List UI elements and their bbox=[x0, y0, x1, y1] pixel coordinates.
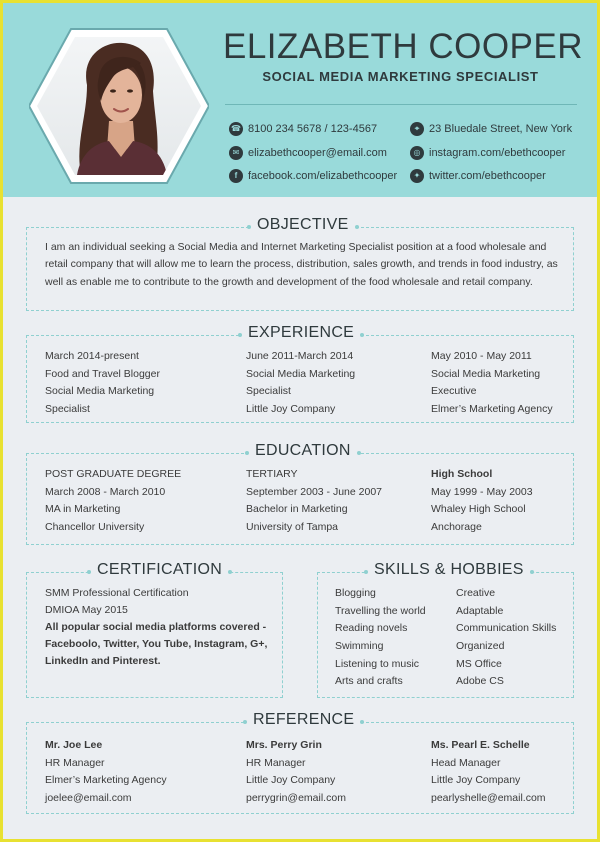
reference-1-role: HR Manager bbox=[45, 756, 105, 769]
hobby-item: Swimming bbox=[335, 640, 384, 653]
certification-list bbox=[45, 585, 277, 670]
experience-2-line-3: Specialist bbox=[246, 385, 291, 398]
experience-heading: EXPERIENCE bbox=[240, 324, 362, 342]
education-1-level: POST GRADUATE DEGREE bbox=[45, 468, 182, 480]
contact-phone bbox=[229, 122, 377, 136]
experience-3-line-2: Social Media Marketing bbox=[431, 367, 541, 380]
certification-heading: CERTIFICATION bbox=[89, 561, 230, 579]
reference-2-role: HR Manager bbox=[246, 756, 306, 769]
experience-1-line-4: Specialist bbox=[45, 403, 90, 416]
email-icon: ✉ bbox=[229, 146, 243, 160]
education-1-school: Chancellor University bbox=[45, 521, 145, 534]
instagram-text: instagram.com/ebethcooper bbox=[429, 147, 566, 159]
contact-twitter bbox=[410, 169, 546, 183]
experience-2-line-4: Little Joy Company bbox=[246, 403, 336, 416]
reference-3-role: Head Manager bbox=[431, 756, 501, 769]
address-text: 23 Bluedale Street, New York bbox=[429, 123, 573, 135]
candidate-name: ELIZABETH COOPER bbox=[223, 27, 584, 66]
email-text: elizabethcooper@email.com bbox=[248, 147, 387, 159]
experience-2-line-2: Social Media Marketing bbox=[246, 367, 356, 380]
header-divider bbox=[225, 104, 577, 105]
facebook-icon: f bbox=[229, 169, 243, 183]
experience-entry-3 bbox=[431, 348, 553, 419]
skill-item: Creative bbox=[456, 587, 496, 599]
experience-entry-2 bbox=[246, 348, 355, 419]
reference-heading: REFERENCE bbox=[245, 711, 362, 729]
education-3-location: Anchorage bbox=[431, 521, 482, 534]
resume-page bbox=[3, 3, 597, 839]
education-1-degree: MA in Marketing bbox=[45, 503, 121, 516]
contact-email bbox=[229, 146, 387, 160]
reference-section bbox=[26, 711, 574, 814]
certification-note: All popular social media platforms covered - Faceboolo, Twitter, You Tube, Instagram, G+, LinkedIn and Pinterest. bbox=[45, 621, 268, 667]
resume-header bbox=[3, 3, 597, 197]
education-heading: EDUCATION bbox=[247, 442, 359, 460]
experience-1-line-3: Social Media Marketing bbox=[45, 385, 155, 398]
instagram-icon: ◎ bbox=[410, 146, 424, 160]
education-2-level: TERTIARY bbox=[246, 468, 298, 480]
hobbies-list bbox=[335, 585, 426, 691]
skills-heading: SKILLS & HOBBIES bbox=[366, 561, 532, 579]
education-1-dates: March 2008 - March 2010 bbox=[45, 485, 166, 498]
certification-section bbox=[26, 561, 283, 698]
skills-list bbox=[456, 585, 556, 691]
education-2-school: University of Tampa bbox=[246, 521, 339, 534]
reference-1-email: joelee@email.com bbox=[45, 792, 132, 805]
experience-1-line-2: Food and Travel Blogger bbox=[45, 367, 160, 380]
skill-item: Adaptable bbox=[456, 604, 504, 617]
experience-2-dates: June 2011-March 2014 bbox=[246, 350, 354, 362]
skill-item: MS Office bbox=[456, 657, 502, 670]
experience-3-line-3: Executive bbox=[431, 385, 477, 398]
hobby-item: Listening to music bbox=[335, 657, 420, 670]
facebook-text: facebook.com/elizabethcooper bbox=[248, 170, 398, 182]
phone-text: 8100 234 5678 / 123-4567 bbox=[248, 123, 378, 135]
skill-item: Organized bbox=[456, 640, 505, 653]
experience-entry-1 bbox=[45, 348, 160, 419]
objective-heading: OBJECTIVE bbox=[249, 216, 357, 234]
education-2-dates: September 2003 - June 2007 bbox=[246, 485, 383, 498]
reference-1-company: Elmer’s Marketing Agency bbox=[45, 774, 167, 787]
phone-icon: ☎ bbox=[229, 122, 243, 136]
hobby-item: Blogging bbox=[335, 587, 376, 599]
location-pin-icon: ⌖ bbox=[410, 122, 424, 136]
experience-1-dates: March 2014-present bbox=[45, 350, 139, 362]
twitter-text: twitter.com/ebethcooper bbox=[429, 170, 546, 182]
hobby-item: Arts and crafts bbox=[335, 675, 403, 688]
contact-address bbox=[410, 122, 572, 136]
reference-entry-1 bbox=[45, 737, 167, 808]
candidate-title: SOCIAL MEDIA MARKETING SPECIALIST bbox=[262, 69, 539, 84]
reference-2-email: perrygrin@email.com bbox=[246, 792, 346, 805]
education-section bbox=[26, 442, 574, 545]
profile-photo bbox=[29, 25, 209, 187]
skills-section bbox=[317, 561, 574, 698]
skill-item: Adobe CS bbox=[456, 675, 504, 688]
education-entry-2 bbox=[246, 466, 382, 537]
experience-3-dates: May 2010 - May 2011 bbox=[431, 350, 532, 362]
education-3-level: High School bbox=[431, 468, 493, 480]
reference-2-company: Little Joy Company bbox=[246, 774, 336, 787]
education-3-dates: May 1999 - May 2003 bbox=[431, 485, 533, 498]
hobby-item: Reading novels bbox=[335, 622, 408, 635]
contact-facebook bbox=[229, 169, 397, 183]
education-3-school: Whaley High School bbox=[431, 503, 526, 516]
contact-instagram bbox=[410, 146, 565, 160]
education-entry-3 bbox=[431, 466, 533, 537]
education-entry-1 bbox=[45, 466, 181, 537]
objective-text: I am an individual seeking a Social Media and Internet Marketing Specialist position at a food wholesale and retail company that will allow me to learn the process, distribution, sales growth, and trends in food industry, as well as enable me to contribute to the growth and development of the food wholesale and retail company. bbox=[45, 241, 558, 288]
reference-3-email: pearlyshelle@email.com bbox=[431, 792, 546, 805]
reference-2-name: Mrs. Perry Grin bbox=[246, 739, 322, 751]
reference-entry-3 bbox=[431, 737, 546, 808]
certification-item-2: DMIOA May 2015 bbox=[45, 604, 128, 616]
experience-section bbox=[26, 324, 574, 423]
reference-3-company: Little Joy Company bbox=[431, 774, 521, 787]
hobby-item: Travelling the world bbox=[335, 604, 426, 617]
certification-item-1: SMM Professional Certification bbox=[45, 587, 189, 599]
experience-3-line-4: Elmer’s Marketing Agency bbox=[431, 403, 553, 416]
reference-entry-2 bbox=[246, 737, 346, 808]
skill-item: Communication Skills bbox=[456, 622, 557, 635]
twitter-icon: ✦ bbox=[410, 169, 424, 183]
reference-1-name: Mr. Joe Lee bbox=[45, 739, 103, 751]
objective-section bbox=[26, 216, 574, 311]
education-2-degree: Bachelor in Marketing bbox=[246, 503, 348, 516]
reference-3-name: Ms. Pearl E. Schelle bbox=[431, 739, 530, 751]
